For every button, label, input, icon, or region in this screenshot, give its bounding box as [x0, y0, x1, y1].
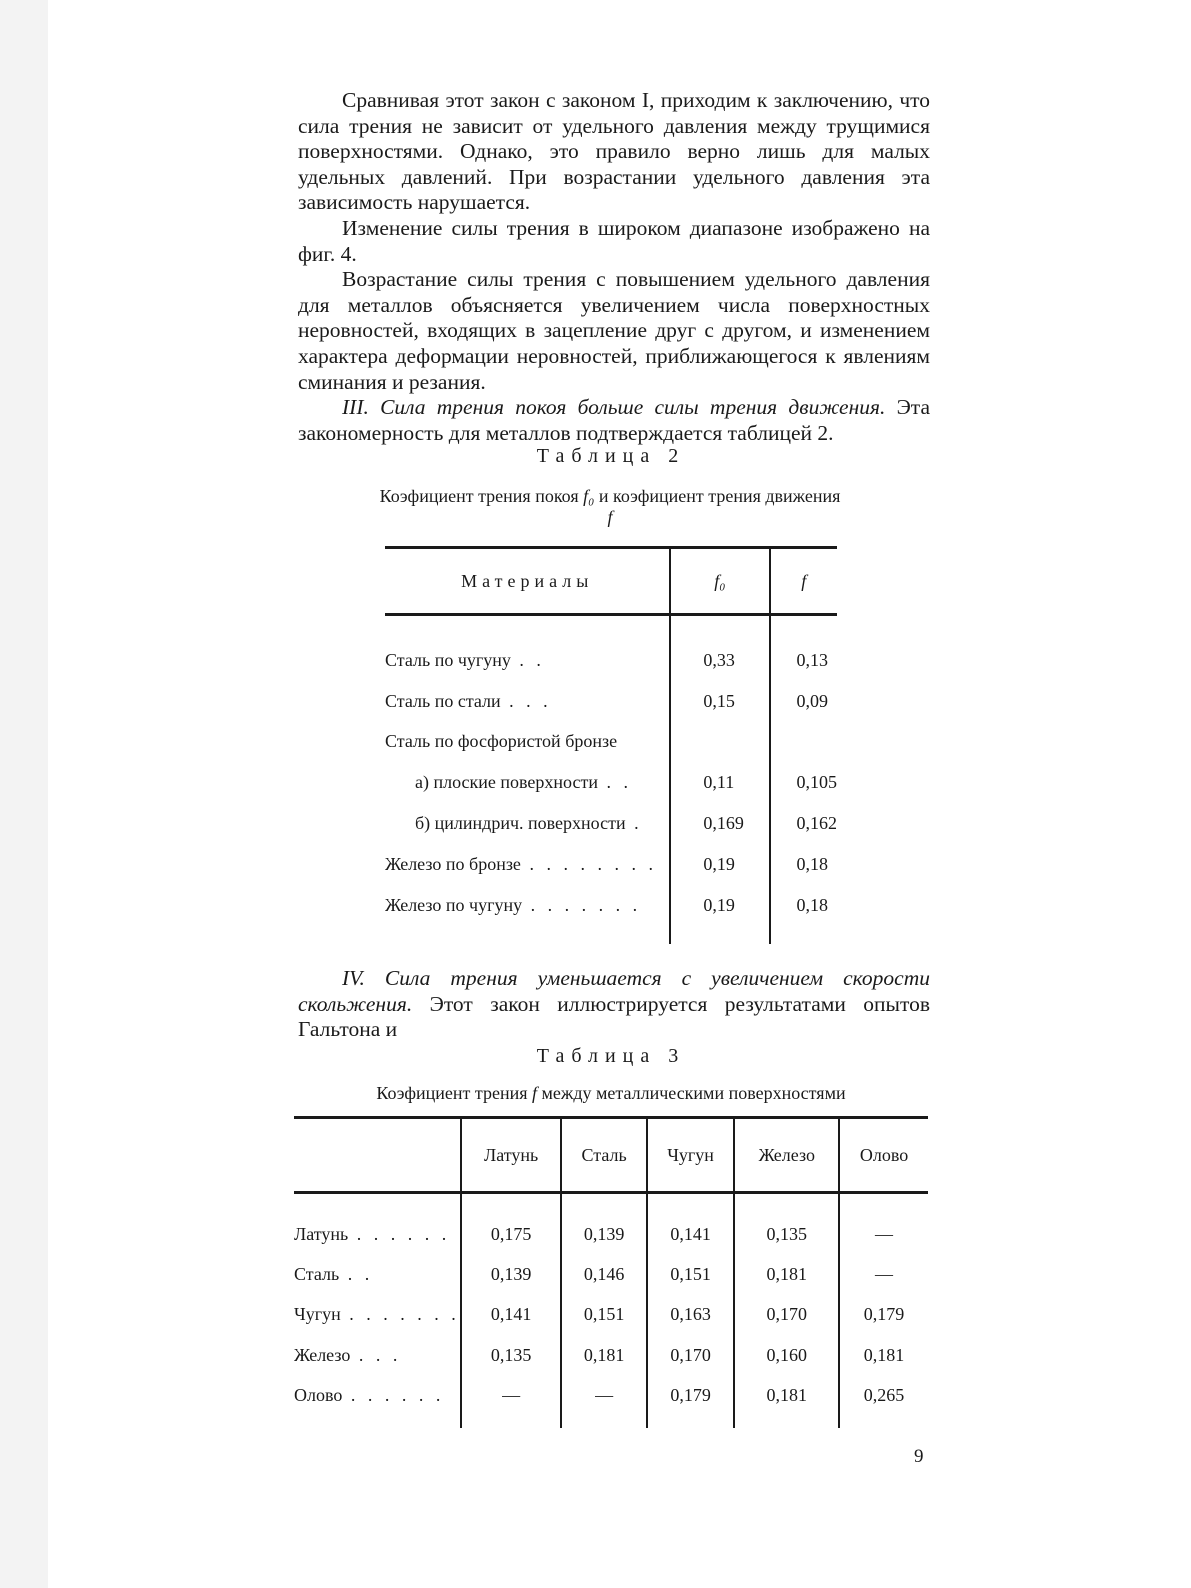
paragraph-1: Сравнивая этот закон с законом I, приходим к заключению, что сила трения не зависит от удельного давления между трущимися поверхностями. Однако, это правило верно лишь для малых удельных давлений. При возрастании удельного давления эта зависимость нарушается.: [298, 88, 930, 215]
table-2-cell-f0: 0,33: [670, 640, 769, 681]
law-4-statement: IV. Сила трения уменьшается с увеличением скорости скольжения.: [298, 966, 930, 1016]
table-2-cell-f: [770, 722, 838, 763]
table-3-cell: 0,141: [461, 1295, 562, 1335]
table-3-subtitle: [294, 1083, 928, 1104]
law-3-statement: III. Сила трения покоя больше силы трения движения.: [342, 395, 886, 420]
table-3-row-label: Олово . . . . . .: [294, 1385, 445, 1406]
table-3-header-iron: Железо: [734, 1118, 839, 1193]
scan-page-edge: [0, 0, 48, 1588]
table-3-cell: 0,181: [561, 1335, 646, 1375]
table-2-cell-f0: 0,11: [670, 762, 769, 803]
table-2-row-label: Железо по чугуну . . . . . . .: [385, 894, 642, 915]
table-3-subtitle-part-a: Коэфициент трения: [376, 1083, 532, 1103]
table-3-cell: —: [461, 1376, 562, 1416]
table-2-subtitle-f: f: [607, 507, 613, 527]
table-2-header-f: f: [770, 548, 838, 615]
body-text-top: [298, 88, 930, 446]
table-3-cell: 0,175: [461, 1214, 562, 1254]
table-3-row-label: Сталь . .: [294, 1264, 374, 1285]
table-2-subtitle: [375, 486, 845, 528]
paragraph-5: [298, 966, 930, 1043]
table-3-row-label: Чугун . . . . . . .: [294, 1304, 460, 1325]
table-3-header-corner: [294, 1118, 461, 1193]
table-3-subtitle-part-b: между металлическими поверхностями: [537, 1083, 846, 1103]
table-3-end: [294, 1416, 928, 1428]
table-row: [385, 681, 837, 722]
table-3-cell: 0,179: [839, 1295, 928, 1335]
table-2-header-materials: Материалы: [385, 548, 670, 615]
table-2-subtitle-part-b: и коэфициент трения движения: [594, 486, 841, 506]
table-row: [385, 722, 837, 763]
table-3-header-tin: Олово: [839, 1118, 928, 1193]
table-3-cell: 0,170: [734, 1295, 839, 1335]
table-2-row-label: Сталь по стали . . .: [385, 690, 552, 711]
table-3-cell: —: [839, 1214, 928, 1254]
table-2-cell-f: 0,13: [770, 640, 838, 681]
table-3-cell: 0,151: [561, 1295, 646, 1335]
table-row: [385, 640, 837, 681]
table-3-header-brass: Латунь: [461, 1118, 562, 1193]
table-2-subtitle-part-a: Коэфициент трения покоя: [379, 486, 584, 506]
table-2-row-label: а) плоские поверхности . .: [415, 772, 632, 793]
table-3-cell: 0,146: [561, 1254, 646, 1294]
table-3-cell: 0,139: [561, 1214, 646, 1254]
table-2-cell-f0: 0,19: [670, 885, 769, 926]
table-row: [294, 1214, 928, 1254]
table-row: [385, 844, 837, 885]
table-3-cell: 0,181: [839, 1335, 928, 1375]
table-2-cell-f0: 0,19: [670, 844, 769, 885]
table-2-row-label: б) цилиндрич. поверхности .: [415, 813, 643, 834]
table-3-cell: 0,181: [734, 1376, 839, 1416]
table-2-cell-f0: 0,169: [670, 803, 769, 844]
table-2-cell-f0: [670, 722, 769, 763]
table-3-header-steel: Сталь: [561, 1118, 646, 1193]
table-row: [294, 1254, 928, 1294]
table-3-row-label: Латунь . . . . . .: [294, 1223, 451, 1244]
table-2-row-label: Железо по бронзе . . . . . . . .: [385, 853, 657, 874]
paragraph-4-rest: Эта закономерность для металлов подтверждается таблицей 2.: [298, 395, 930, 445]
table-3-spacer: [294, 1193, 928, 1215]
table-2-header-f0: f₀: [670, 548, 769, 615]
table-3: [294, 1116, 928, 1428]
table-3-cell: —: [561, 1376, 646, 1416]
table-2-cell-f: 0,09: [770, 681, 838, 722]
paragraph-4: [298, 395, 930, 446]
table-row: [385, 762, 837, 803]
table-row: [294, 1295, 928, 1335]
table-3-cell: —: [839, 1254, 928, 1294]
table-3-cell: 0,181: [734, 1254, 839, 1294]
table-2-cell-f: 0,18: [770, 885, 838, 926]
paragraph-3: Возрастание силы трения с повышением удельного давления для металлов объясняется увеличением числа поверхностных неровностей, входящих в зацепление друг с другом, и изменением характера деформации неровностей, приближающегося к явлениям сминания и резания.: [298, 267, 930, 394]
table-3-cell: 0,163: [647, 1295, 735, 1335]
table-2-cell-f0: 0,15: [670, 681, 769, 722]
table-2-cell-f: 0,18: [770, 844, 838, 885]
table-3-cell: 0,141: [647, 1214, 735, 1254]
table-3-cell: 0,135: [461, 1335, 562, 1375]
table-2-cell-f: 0,162: [770, 803, 838, 844]
table-2-cell-f: 0,105: [770, 762, 838, 803]
page-number: 9: [914, 1446, 924, 1467]
table-2-spacer: [385, 615, 837, 641]
table-3-cell: 0,151: [647, 1254, 735, 1294]
table-3-subtitle-f: f: [532, 1083, 538, 1103]
paragraph-5-rest: Этот закон иллюстрируется результатами опытов Гальтона и: [298, 991, 930, 1042]
table-3-cell: 0,265: [839, 1376, 928, 1416]
table-3-cell: 0,160: [734, 1335, 839, 1375]
table-3-cell: 0,135: [734, 1214, 839, 1254]
table-row: [385, 885, 837, 926]
table-3-cell: 0,139: [461, 1254, 562, 1294]
table-2: [385, 546, 837, 944]
table-3-cell: 0,170: [647, 1335, 735, 1375]
table-2-row-label: Сталь по фосфористой бронзе: [385, 731, 618, 752]
table-3-cell: 0,179: [647, 1376, 735, 1416]
table-3-header-cast-iron: Чугун: [647, 1118, 735, 1193]
table-row: [294, 1376, 928, 1416]
body-text-middle: [298, 966, 930, 1043]
table-2-title: Таблица 2: [536, 445, 686, 467]
table-3-title: Таблица 3: [536, 1045, 686, 1067]
table-3-header-row: [294, 1118, 928, 1193]
table-row: [294, 1335, 928, 1375]
table-2-end: [385, 926, 837, 944]
table-2-header-row: [385, 548, 837, 615]
table-row: [385, 803, 837, 844]
paragraph-2: Изменение силы трения в широком диапазоне изображено на фиг. 4.: [298, 215, 930, 266]
table-2-row-label: Сталь по чугуну . .: [385, 649, 545, 670]
table-2-subtitle-f0: f₀: [583, 486, 595, 506]
table-3-row-label: Железо . . .: [294, 1344, 402, 1365]
